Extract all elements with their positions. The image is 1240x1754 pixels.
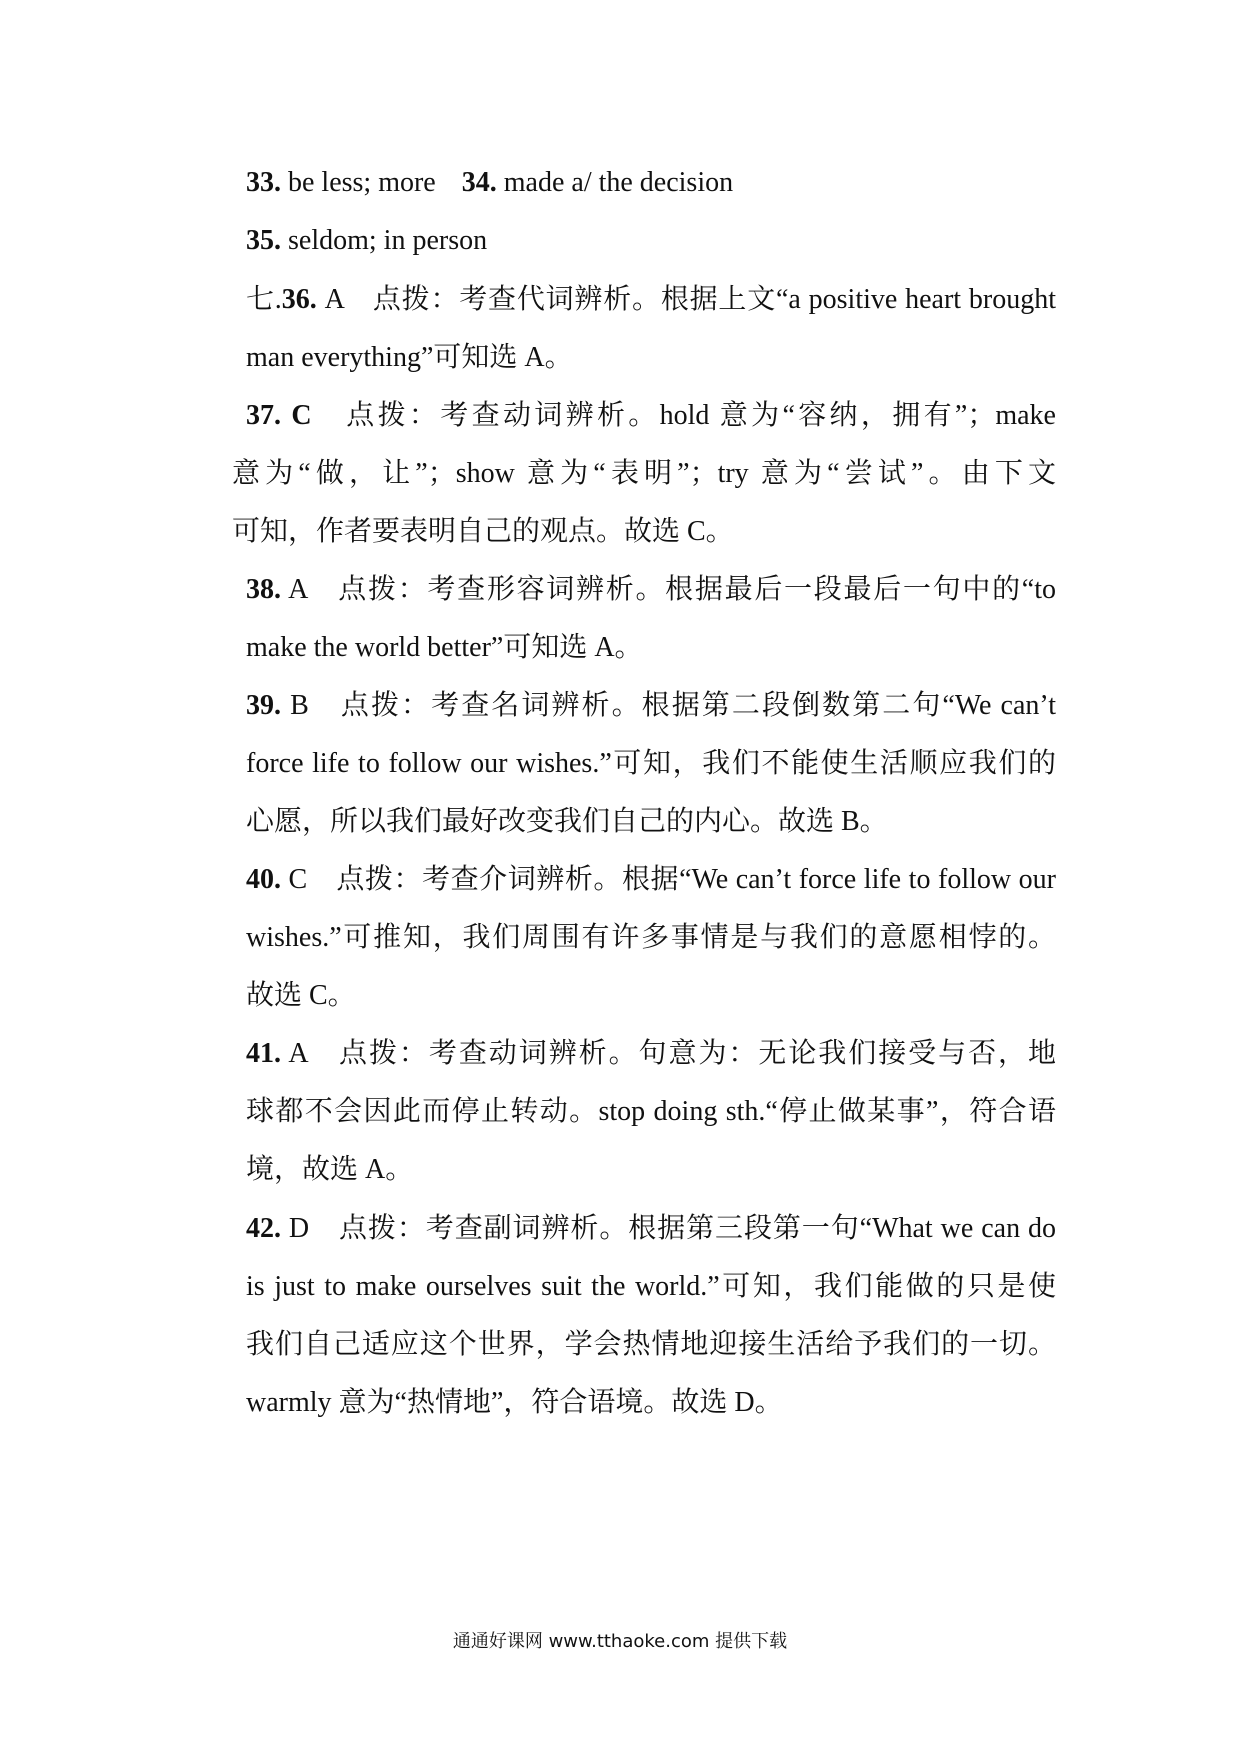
answer-number: 36. bbox=[281, 284, 317, 315]
answer-text: made a/ the decision bbox=[496, 167, 734, 198]
answer-line-42-cont bbox=[246, 1267, 1056, 1307]
answer-number: 42. bbox=[246, 1213, 281, 1244]
answer-text: D 点拨：考查副词辨析。根据第三段第一句“What we can do bbox=[281, 1213, 1056, 1244]
answer-line-41-cont2 bbox=[246, 1150, 1056, 1190]
answer-text: force life to follow our wishes.”可知，我们不能使生活顺应我们的 bbox=[246, 748, 1056, 779]
answer-text: 点拨：考查动词辨析。hold 意为“容纳，拥有”；make bbox=[311, 400, 1056, 431]
answer-line-38-cont bbox=[246, 628, 1056, 668]
answer-text: wishes.”可推知，我们周围有许多事情是与我们的意愿相悖的。 bbox=[246, 922, 1056, 953]
answer-line-39-cont bbox=[246, 744, 1056, 784]
answer-text: B 点拨：考查名词辨析。根据第二段倒数第二句“We can’t bbox=[281, 690, 1056, 721]
answer-line-42-cont2 bbox=[246, 1325, 1056, 1365]
answer-line-40 bbox=[246, 860, 1056, 900]
answer-text: 故选 C。 bbox=[246, 980, 356, 1011]
page-footer: 通通好课网 www.tthaoke.com 提供下载 bbox=[452, 1631, 788, 1652]
answer-line-40-cont2 bbox=[246, 976, 1056, 1016]
answer-line-38 bbox=[246, 570, 1056, 610]
answer-number: 38. bbox=[246, 574, 281, 605]
answer-line-39-cont2 bbox=[246, 802, 1056, 842]
answer-number: 35. bbox=[246, 225, 281, 256]
answer-line-37-cont2 bbox=[232, 512, 1056, 552]
answer-number: 37. C bbox=[246, 400, 312, 431]
answer-line-41 bbox=[246, 1034, 1056, 1074]
answer-line-33-34 bbox=[246, 163, 1056, 203]
answer-text: man everything”可知选 A。 bbox=[246, 342, 573, 373]
answer-line-42 bbox=[246, 1209, 1056, 1249]
answer-number: 33. bbox=[246, 167, 281, 198]
answer-line-37 bbox=[246, 396, 1056, 436]
answer-line-39 bbox=[246, 686, 1056, 726]
answer-line-36-cont bbox=[246, 338, 1056, 378]
answer-line-42-cont3 bbox=[246, 1383, 1056, 1423]
answer-line-36 bbox=[246, 280, 1056, 320]
answer-line-40-cont bbox=[246, 918, 1056, 958]
answer-text: be less; more bbox=[281, 167, 436, 198]
answer-number: 41. bbox=[246, 1038, 281, 1069]
answer-text: 球都不会因此而停止转动。stop doing sth.“停止做某事”，符合语 bbox=[246, 1096, 1056, 1127]
answer-text: A 点拨：考查形容词辨析。根据最后一段最后一句中的“to bbox=[281, 574, 1056, 605]
answer-text: warmly 意为“热情地”，符合语境。故选 D。 bbox=[246, 1387, 783, 1418]
answer-text: 我们自己适应这个世界，学会热情地迎接生活给予我们的一切。 bbox=[246, 1329, 1056, 1360]
answer-line-37-cont bbox=[232, 454, 1056, 494]
answer-number: 34. bbox=[461, 167, 497, 198]
answer-text: make the world better”可知选 A。 bbox=[246, 632, 643, 663]
answer-text: 可知，作者要表明自己的观点。故选 C。 bbox=[232, 516, 734, 547]
answer-text: A 点拨：考查代词辨析。根据上文“a positive heart brought bbox=[316, 284, 1056, 315]
answer-number: 40. bbox=[246, 864, 281, 895]
answer-text: 意为“做，让”；show 意为“表明”；try 意为“尝试”。由下文 bbox=[232, 458, 1056, 489]
section-prefix: 七. bbox=[246, 284, 282, 315]
answer-text: A 点拨：考查动词辨析。句意为：无论我们接受与否，地 bbox=[281, 1038, 1056, 1069]
answer-line-35 bbox=[246, 221, 1056, 261]
answer-text: is just to make ourselves suit the world.”可知，我们能做的只是使 bbox=[246, 1271, 1056, 1302]
answer-text: 心愿，所以我们最好改变我们自己的内心。故选 B。 bbox=[246, 806, 888, 837]
answer-number: 39. bbox=[246, 690, 281, 721]
answer-line-41-cont bbox=[246, 1092, 1056, 1132]
answer-text: C 点拨：考查介词辨析。根据“We can’t force life to follow our bbox=[281, 864, 1056, 895]
answer-text: seldom; in person bbox=[281, 225, 488, 256]
answer-text: 境，故选 A。 bbox=[246, 1154, 414, 1185]
